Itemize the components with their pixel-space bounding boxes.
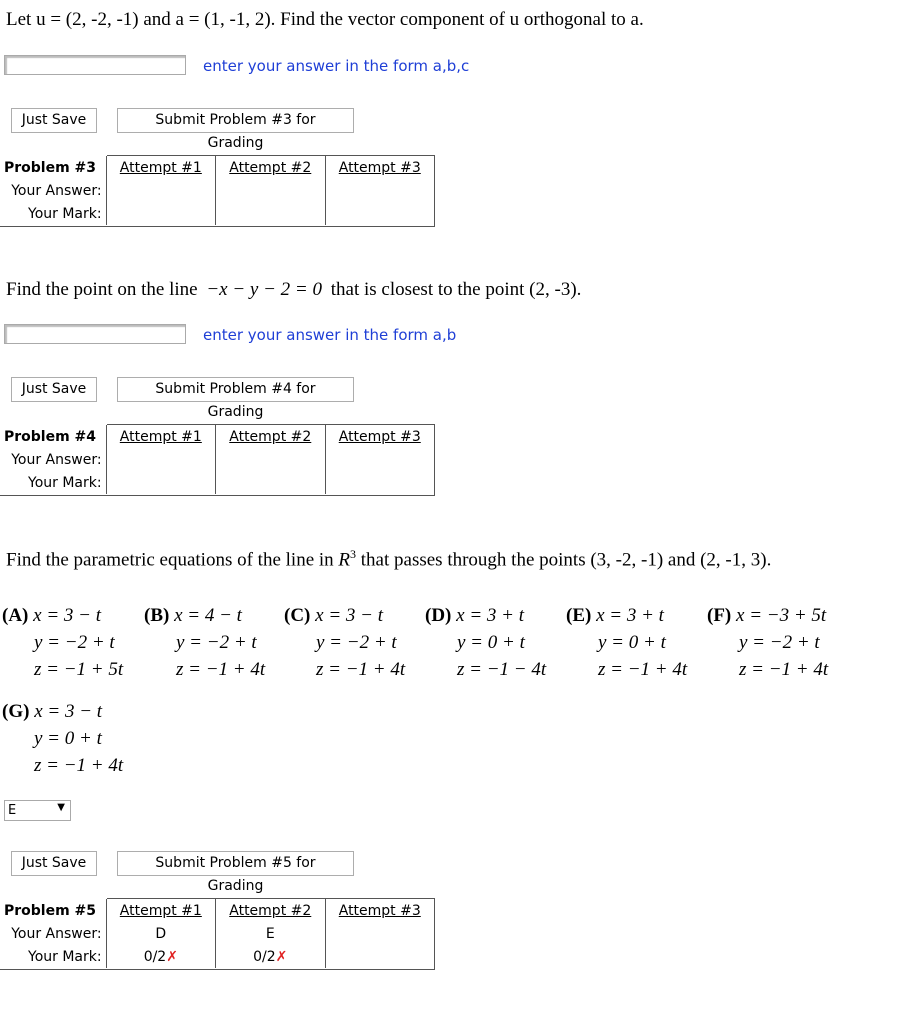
problem5-attempt-1-link[interactable]: Attempt #1 xyxy=(119,902,202,919)
choice-g-x: x = 3 − t xyxy=(34,701,103,722)
problem5-your-mark-label: Your Mark: xyxy=(28,948,102,965)
choice-e-z: z = −1 + 4t xyxy=(598,659,688,680)
dropdown-arrow-icon: ▼ xyxy=(57,802,65,813)
problem3-just-save-button[interactable]: Just Save xyxy=(11,108,97,133)
problem5-question-pre: Find the parametric equations of the line in xyxy=(6,549,334,571)
problem4-answer-3 xyxy=(325,448,434,471)
problem5-answer-2: E xyxy=(216,922,325,945)
choice-g-letter: (G) xyxy=(2,701,30,722)
problem3-answer-3 xyxy=(325,179,434,202)
problem5-selected-value: E xyxy=(8,803,17,818)
choice-c-y: y = −2 + t xyxy=(316,632,397,653)
problem5-answer-1: D xyxy=(106,922,215,945)
problem5-answer-select[interactable] xyxy=(4,800,71,821)
problem4-attempt-3-link[interactable]: Attempt #3 xyxy=(338,428,421,445)
problem3-attempt-2-link[interactable]: Attempt #2 xyxy=(229,159,312,176)
problem5-answer-3 xyxy=(325,922,434,945)
choice-a-z: z = −1 + 5t xyxy=(34,659,124,680)
problem3-your-answer-label: Your Answer: xyxy=(11,182,102,199)
problem5-attempt-3-link[interactable]: Attempt #3 xyxy=(338,902,421,919)
problem5-choice-c xyxy=(284,602,405,683)
problem3-answer-1 xyxy=(106,179,215,202)
problem3-mark-1 xyxy=(106,202,215,225)
problem4-question-pre: Find the point on the line xyxy=(6,279,198,300)
problem5-choice-e xyxy=(566,602,687,683)
choice-b-y: y = −2 + t xyxy=(176,632,257,653)
choice-c-z: z = −1 + 4t xyxy=(316,659,406,680)
choice-e-letter: (E) xyxy=(566,605,592,626)
choice-f-y: y = −2 + t xyxy=(739,632,820,653)
choice-d-x: x = 3 + t xyxy=(456,605,524,626)
problem4-question xyxy=(6,279,581,301)
choice-a-letter: (A) xyxy=(2,605,29,626)
problem5-choice-f xyxy=(707,602,828,683)
problem3-mark-3 xyxy=(325,202,434,225)
choice-d-letter: (D) xyxy=(425,605,452,626)
choice-d-z: z = −1 − 4t xyxy=(457,659,547,680)
problem5-question-post: that passes through the points (3, -2, -1) and (2, -1, 3). xyxy=(360,549,772,571)
problem4-table-header: Problem #4 xyxy=(4,428,97,445)
problem4-answer-2 xyxy=(216,448,325,471)
choice-b-letter: (B) xyxy=(144,605,170,626)
problem4-equation: −x − y − 2 = 0 xyxy=(206,279,322,300)
choice-c-letter: (C) xyxy=(284,605,311,626)
choice-g-y: y = 0 + t xyxy=(34,728,102,749)
problem3-attempt-1-link[interactable]: Attempt #1 xyxy=(119,159,202,176)
choice-f-z: z = −1 + 4t xyxy=(739,659,829,680)
problem4-answer-1 xyxy=(106,448,215,471)
problem4-answer-input[interactable] xyxy=(4,324,186,344)
problem5-table-header: Problem #5 xyxy=(4,902,97,919)
problem3-answer-input[interactable] xyxy=(4,55,186,75)
problem5-question xyxy=(6,547,771,571)
problem4-your-mark-label: Your Mark: xyxy=(28,474,102,491)
choice-d-y: y = 0 + t xyxy=(457,632,525,653)
problem4-question-post: that is closest to the point (2, -3). xyxy=(330,279,582,300)
problem3-mark-2 xyxy=(216,202,325,225)
problem4-attempt-1-link[interactable]: Attempt #1 xyxy=(119,428,202,445)
wrong-x-icon: ✗ xyxy=(275,948,288,965)
problem5-mark-1: 0/2 xyxy=(143,948,167,965)
problem3-your-mark-label: Your Mark: xyxy=(28,205,102,222)
choice-a-y: y = −2 + t xyxy=(34,632,115,653)
problem5-choice-b xyxy=(144,602,265,683)
problem5-attempts-table xyxy=(0,898,435,970)
problem5-choice-d xyxy=(425,602,546,683)
problem5-space-symbol: R xyxy=(338,549,351,571)
choice-e-x: x = 3 + t xyxy=(596,605,664,626)
choice-e-y: y = 0 + t xyxy=(598,632,666,653)
problem4-hint: enter your answer in the form a,b xyxy=(203,326,457,344)
problem3-attempt-3-link[interactable]: Attempt #3 xyxy=(338,159,421,176)
choice-f-letter: (F) xyxy=(707,605,732,626)
problem5-just-save-button[interactable]: Just Save xyxy=(11,851,97,876)
choice-b-z: z = −1 + 4t xyxy=(176,659,266,680)
problem3-table-header: Problem #3 xyxy=(4,159,97,176)
problem5-your-answer-label: Your Answer: xyxy=(11,925,102,942)
problem5-mark-1-cell xyxy=(106,945,215,968)
problem5-mark-2-cell xyxy=(216,945,325,968)
problem4-your-answer-label: Your Answer: xyxy=(11,451,102,468)
problem5-choice-g xyxy=(2,698,123,779)
problem5-mark-2: 0/2 xyxy=(253,948,276,965)
problem5-submit-button[interactable]: Submit Problem #5 for Grading xyxy=(117,851,354,876)
problem5-choice-a xyxy=(2,602,123,683)
problem5-mark-3 xyxy=(325,945,434,968)
problem4-just-save-button[interactable]: Just Save xyxy=(11,377,97,402)
problem4-mark-2 xyxy=(216,471,325,494)
problem4-attempt-2-link[interactable]: Attempt #2 xyxy=(229,428,312,445)
problem5-attempt-2-link[interactable]: Attempt #2 xyxy=(229,902,312,919)
problem4-mark-3 xyxy=(325,471,434,494)
problem3-submit-button[interactable]: Submit Problem #3 for Grading xyxy=(117,108,354,133)
problem4-mark-1 xyxy=(106,471,215,494)
problem3-answer-2 xyxy=(216,179,325,202)
problem3-attempts-table xyxy=(0,155,435,227)
problem3-question: Let u = (2, -2, -1) and a = (1, -1, 2). Find the vector component of u orthogonal to a. xyxy=(6,9,644,30)
problem4-attempts-table xyxy=(0,424,435,496)
choice-b-x: x = 4 − t xyxy=(174,605,242,626)
wrong-x-icon: ✗ xyxy=(166,948,178,965)
problem4-submit-button[interactable]: Submit Problem #4 for Grading xyxy=(117,377,354,402)
problem5-space-exponent: 3 xyxy=(350,547,357,561)
choice-c-x: x = 3 − t xyxy=(315,605,383,626)
choice-a-x: x = 3 − t xyxy=(33,605,101,626)
problem3-hint: enter your answer in the form a,b,c xyxy=(203,57,470,75)
choice-g-z: z = −1 + 4t xyxy=(34,755,124,776)
choice-f-x: x = −3 + 5t xyxy=(736,605,827,626)
